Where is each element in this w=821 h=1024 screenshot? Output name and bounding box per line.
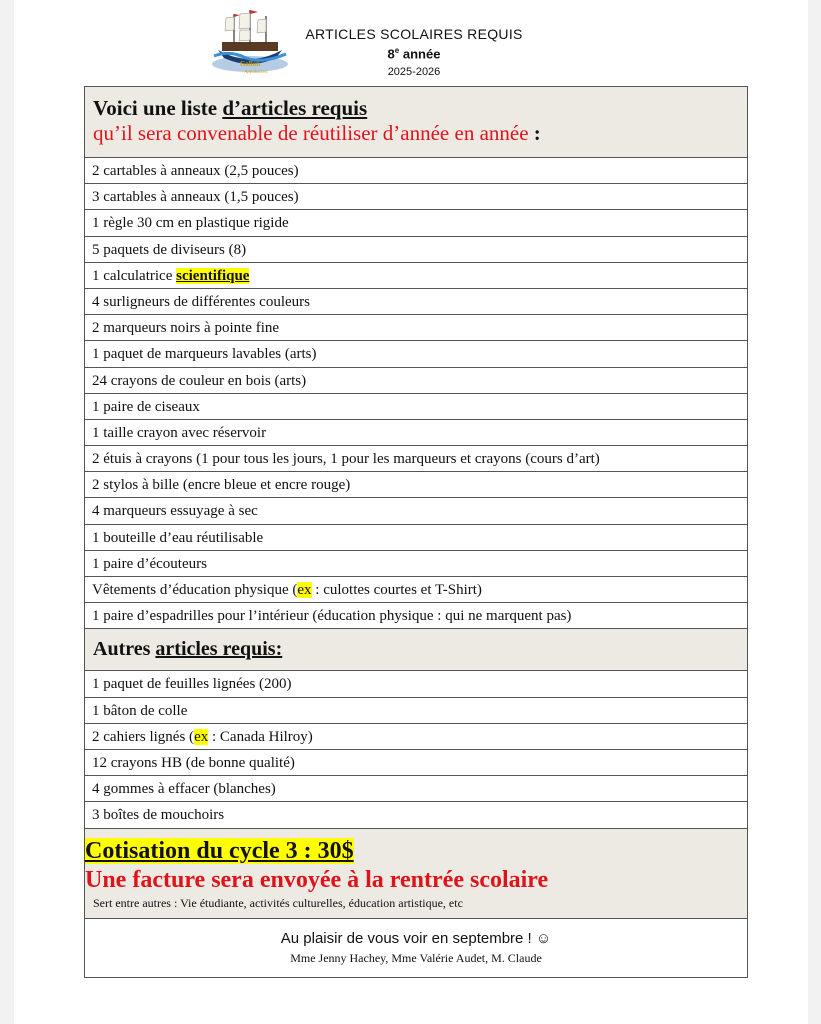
list-item: 1 taille crayon avec réservoir <box>85 420 747 446</box>
fees-section <box>85 829 747 919</box>
list-item: 1 règle 30 cm en plastique rigide <box>85 210 747 236</box>
closing-footer <box>85 919 747 977</box>
list-item: 3 cartables à anneaux (1,5 pouces) <box>85 184 747 210</box>
list-item: 1 calculatrice scientifique <box>85 263 747 289</box>
list-item: 3 boîtes de mouchoirs <box>85 802 747 828</box>
list-item: 4 gommes à effacer (blanches) <box>85 776 747 802</box>
list-item: Vêtements d’éducation physique (ex : culottes courtes et T-Shirt) <box>85 577 747 603</box>
document-title: ARTICLES SCOLAIRES REQUIS <box>305 26 523 42</box>
reusable-heading-line1: Voici une liste d’articles requis <box>93 96 368 120</box>
list-item: 2 étuis à crayons (1 pour tous les jours, 1 pour les marqueurs et crayons (cours d’art) <box>85 446 747 472</box>
list-item: 1 paire d’écouteurs <box>85 551 747 577</box>
school-logo <box>210 6 290 76</box>
svg-text:Appalaches: Appalaches <box>244 70 268 75</box>
document-header <box>14 0 808 86</box>
list-item: 1 paire de ciseaux <box>85 394 747 420</box>
highlighted-word: ex <box>194 728 209 745</box>
fees-title: Cotisation du cycle 3 : 30$ <box>85 837 354 864</box>
list-item: 1 paquet de marqueurs lavables (arts) <box>85 341 747 367</box>
list-item: 4 marqueurs essuyage à sec <box>85 498 747 524</box>
list-item: 2 cartables à anneaux (2,5 pouces) <box>85 158 747 184</box>
document-page <box>14 0 808 1024</box>
fees-note: Sert entre autres : Vie étudiante, activités culturelles, éducation artistique, etc <box>93 895 463 910</box>
svg-text:Galion: Galion <box>239 60 261 68</box>
list-item: 1 paquet de feuilles lignées (200) <box>85 671 747 697</box>
list-item: 2 cahiers lignés (ex : Canada Hilroy) <box>85 724 747 750</box>
grade-label: 8e année <box>387 46 441 62</box>
list-item: 4 surligneurs de différentes couleurs <box>85 289 747 315</box>
list-item: 24 crayons de couleur en bois (arts) <box>85 368 747 394</box>
closing-message: Au plaisir de vous voir en septembre ! ☺ <box>280 929 552 947</box>
school-year: 2025-2026 <box>387 66 441 78</box>
list-item: 1 bâton de colle <box>85 698 747 724</box>
list-item: 1 paire d’espadrilles pour l’intérieur (éducation physique : qui ne marquent pas) <box>85 603 747 629</box>
other-section-header: Autres articles requis: <box>85 629 747 671</box>
list-item: 1 bouteille d’eau réutilisable <box>85 525 747 551</box>
list-item: 12 crayons HB (de bonne qualité) <box>85 750 747 776</box>
highlighted-word: scientifique <box>176 267 250 284</box>
fees-invoice-notice: Une facture sera envoyée à la rentrée scolaire <box>85 866 549 893</box>
list-item: 2 marqueurs noirs à pointe fine <box>85 315 747 341</box>
reusable-heading-line2: qu’il sera convenable de réutiliser d’année en année : <box>93 121 541 145</box>
supplies-table <box>84 86 748 978</box>
list-item: 5 paquets de diviseurs (8) <box>85 237 747 263</box>
highlighted-word: ex <box>297 582 312 598</box>
teacher-names: Mme Jenny Hachey, Mme Valérie Audet, M. Claude <box>290 950 542 965</box>
list-item: 2 stylos à bille (encre bleue et encre rouge) <box>85 472 747 498</box>
reusable-section-header <box>85 87 747 158</box>
